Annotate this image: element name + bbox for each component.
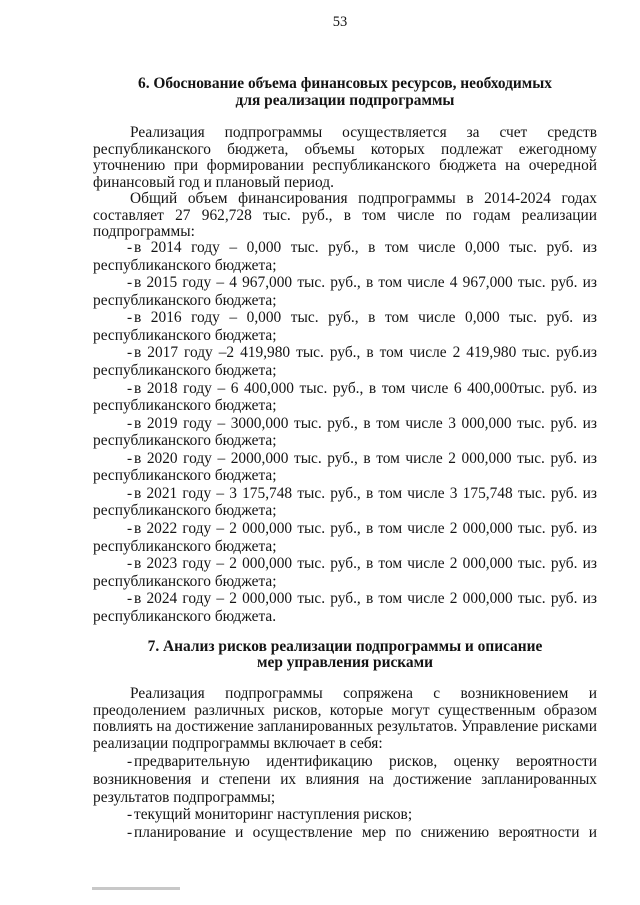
funding-item-line: в 2021 году – 3 175,748 тыс. руб., в том числе 3 175,748 тыс. руб. из	[134, 484, 597, 502]
list-dash-marker: -	[127, 484, 133, 502]
measure-item	[93, 806, 597, 824]
list-dash-marker: -	[127, 274, 133, 292]
funding-item-2024	[93, 590, 597, 625]
funding-item-line: республиканского бюджета.	[93, 607, 277, 625]
funding-item-2018	[93, 380, 597, 415]
measure-item	[93, 824, 597, 842]
paragraph-line: Реализация подпрограммы сопряжена с возникновением и	[130, 685, 597, 702]
paragraph-line: составляет 27 962,728 тыс. руб., в том числе по годам реализации	[93, 206, 597, 224]
funding-item-line: республиканского бюджета;	[93, 502, 277, 520]
funding-item-2019	[93, 415, 597, 450]
measure-item-line: текущий мониторинг наступления рисков;	[134, 806, 413, 824]
paragraph-line: преодолением различных рисков, которые могут существенным образом	[93, 701, 597, 719]
funding-item-line: республиканского бюджета;	[93, 467, 277, 485]
funding-item-2020	[93, 450, 597, 485]
funding-item-line: республиканского бюджета;	[93, 361, 277, 379]
list-dash-marker: -	[127, 239, 133, 256]
measure-item	[93, 753, 597, 806]
section-6-heading-line: для реализации подпрограммы	[235, 92, 455, 109]
section-7-heading-line: мер управления рисками	[257, 654, 433, 671]
list-dash-marker: -	[127, 414, 133, 432]
funding-item-2015	[93, 274, 597, 309]
paragraph-line: Реализация подпрограммы осуществляется за счет средств	[130, 124, 597, 141]
section-6-heading	[93, 75, 597, 109]
funding-item-line: республиканского бюджета;	[93, 256, 277, 274]
paragraph-line: республиканского бюджета, объемы которых подлежат ежегодному	[93, 140, 597, 158]
section-6-heading-line: 6. Обоснование объема финансовых ресурсов, необходимых	[138, 75, 552, 92]
measure-item-line: возникновения и степени их влияния на достижение запланированных	[93, 770, 597, 788]
funding-item-line: в 2018 году – 6 400,000 тыс. руб., в том числе 6 400,000тыс. руб. из	[134, 379, 597, 397]
risk-management-measures-list	[93, 753, 597, 842]
list-dash-marker: -	[127, 590, 133, 608]
measure-item-line: планирование и осуществление мер по снижению вероятности и	[134, 824, 597, 842]
section-7-heading-line: 7. Анализ рисков реализации подпрограммы и описание	[147, 638, 543, 655]
funding-item-line: в 2015 году – 4 967,000 тыс. руб., в том числе 4 967,000 тыс. руб. из	[134, 274, 597, 292]
list-dash-marker: -	[127, 824, 133, 842]
funding-by-year-list	[93, 239, 597, 625]
funding-item-2016	[93, 309, 597, 344]
funding-item-line: в 2016 году – 0,000 тыс. руб., в том числе 0,000 тыс. руб. из	[134, 309, 597, 327]
funding-item-line: в 2020 году – 2000,000 тыс. руб., в том числе 2 000,000 тыс. руб. из	[134, 449, 597, 467]
list-dash-marker: -	[127, 309, 133, 327]
funding-item-2023	[93, 555, 597, 590]
funding-item-line: в 2019 году – 3000,000 тыс. руб., в том числе 3 000,000 тыс. руб. из	[134, 414, 597, 432]
measure-item-line: предварительную идентификацию рисков, оценку вероятности	[134, 753, 597, 770]
funding-item-line: республиканского бюджета;	[93, 572, 277, 590]
list-dash-marker: -	[127, 753, 133, 770]
funding-item-line: республиканского бюджета;	[93, 537, 277, 555]
list-dash-marker: -	[127, 520, 133, 537]
measure-item-line: результатов подпрограммы;	[93, 788, 276, 806]
funding-item-2022	[93, 520, 597, 555]
funding-item-line: в 2023 году – 2 000,000 тыс. руб., в том числе 2 000,000 тыс. руб. из	[134, 555, 597, 573]
funding-item-2014	[93, 239, 597, 274]
page-number: 53	[332, 14, 348, 30]
list-dash-marker: -	[127, 344, 133, 362]
paragraph-line: повлиять на достижение запланированных результатов. Управление рисками	[93, 718, 597, 735]
funding-item-line: республиканского бюджета;	[93, 291, 277, 309]
list-dash-marker: -	[127, 449, 133, 467]
section-7-paragraph	[93, 686, 597, 752]
paragraph-line: Общий объем финансирования подпрограммы в 2014-2024 годах	[130, 190, 597, 207]
list-dash-marker: -	[127, 806, 133, 824]
section-7-heading	[93, 639, 597, 671]
funding-item-line: республиканского бюджета;	[93, 326, 277, 344]
paragraph-line: реализации подпрограммы включает в себя:	[93, 734, 383, 752]
footer-mark	[92, 887, 180, 890]
funding-item-2021	[93, 485, 597, 520]
funding-item-line: в 2024 году – 2 000,000 тыс. руб., в том числе 2 000,000 тыс. руб. из	[134, 590, 597, 608]
paragraph-line: уточнению при формировании республиканского бюджета на очередной	[93, 157, 597, 174]
funding-item-line: в 2022 году – 2 000,000 тыс. руб., в том числе 2 000,000 тыс. руб. из	[134, 520, 597, 537]
funding-item-line: в 2014 году – 0,000 тыс. руб., в том числе 0,000 тыс. руб. из	[134, 239, 597, 256]
funding-item-line: республиканского бюджета;	[93, 397, 277, 415]
list-dash-marker: -	[127, 555, 133, 573]
paragraph-line: финансовый год и плановый период.	[93, 173, 334, 191]
paragraph-line: подпрограммы:	[93, 223, 195, 240]
funding-item-2017	[93, 344, 597, 379]
list-dash-marker: -	[127, 379, 133, 397]
section-6-paragraphs	[93, 125, 597, 241]
funding-item-line: республиканского бюджета;	[93, 432, 277, 450]
funding-item-line: в 2017 году –2 419,980 тыс. руб., в том числе 2 419,980 тыс. руб.из	[134, 344, 597, 362]
